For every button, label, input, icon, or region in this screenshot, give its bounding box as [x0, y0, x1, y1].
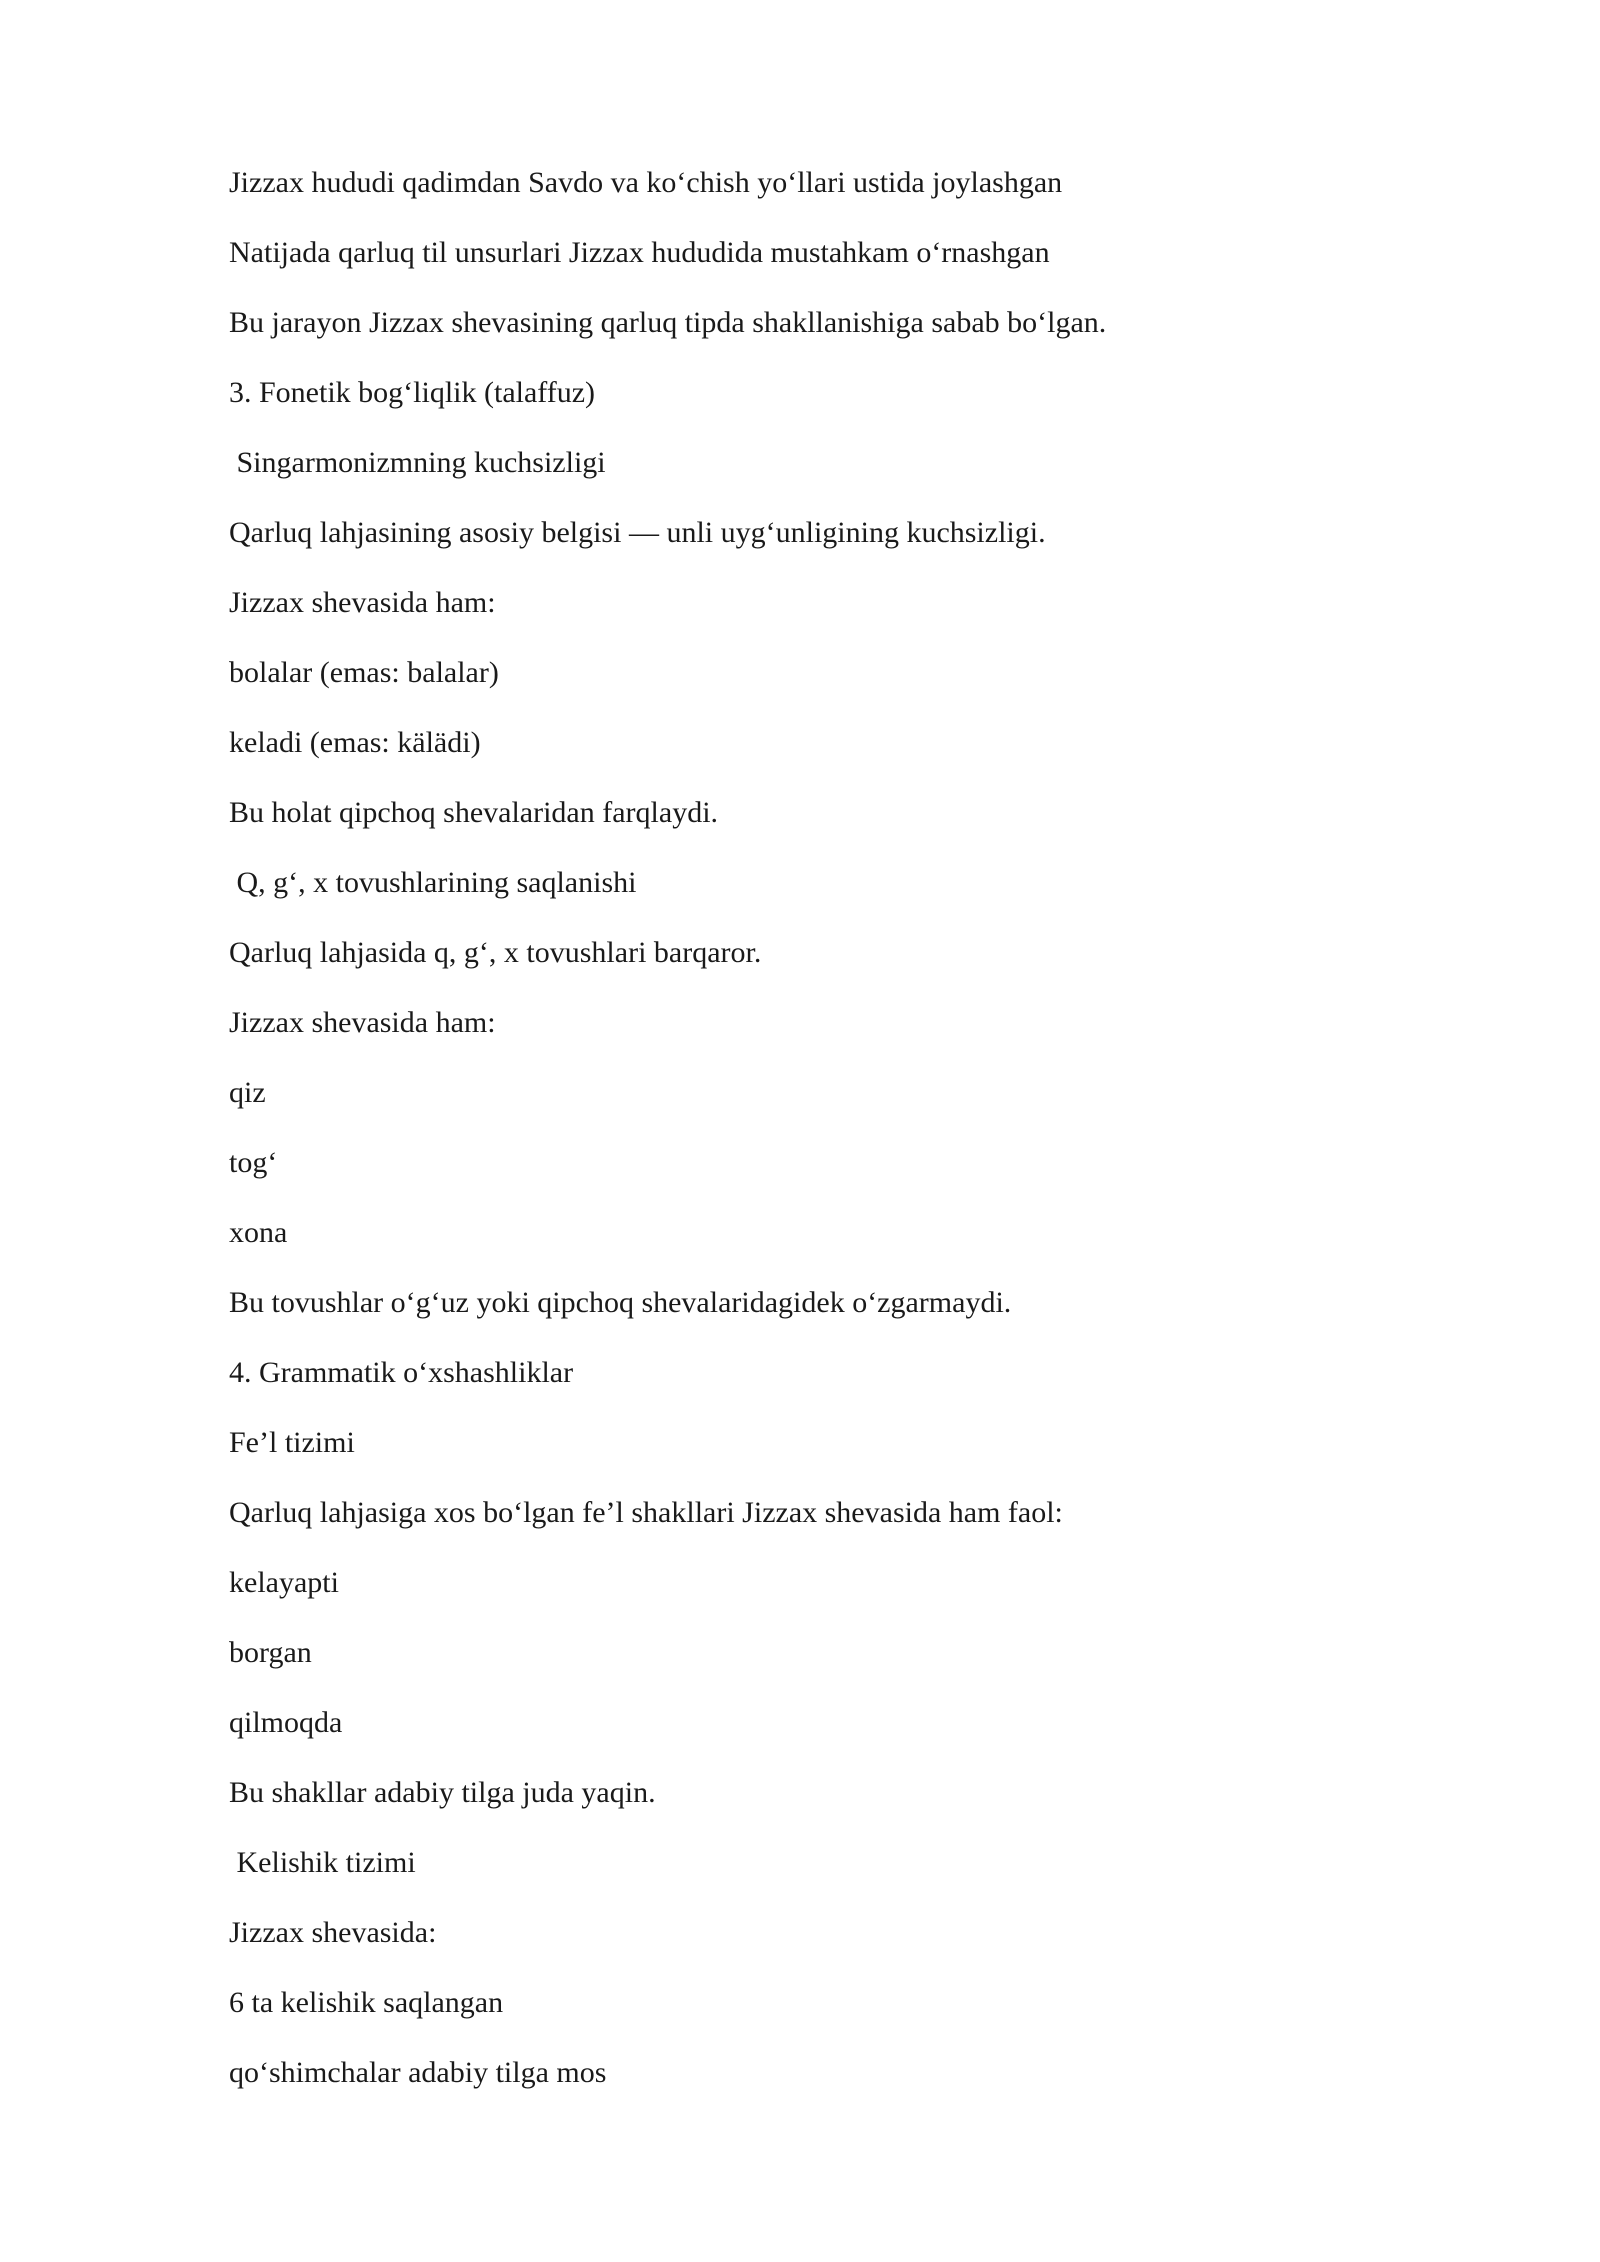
paragraph-line: Jizzax hududi qadimdan Savdo va ko‘chish yo‘llari ustida joylashgan [229, 166, 1063, 199]
example-line: borgan [229, 1636, 312, 1669]
example-line: qilmoqda [229, 1706, 343, 1739]
paragraph-line: Jizzax shevasida: [229, 1916, 437, 1949]
list-line: 6 ta kelishik saqlangan [229, 1986, 504, 2019]
subheading: Fe’l tizimi [229, 1426, 355, 1459]
list-line: qo‘shimchalar adabiy tilga mos [229, 2056, 607, 2089]
subheading: Singarmonizmning kuchsizligi [229, 446, 606, 479]
paragraph-line: Qarluq lahjasining asosiy belgisi — unli uyg‘unligining kuchsizligi. [229, 516, 1046, 549]
paragraph-line: Jizzax shevasida ham: [229, 586, 496, 619]
paragraph-line: Natijada qarluq til unsurlari Jizzax hududida mustahkam o‘rnashgan [229, 236, 1050, 269]
paragraph-line: Qarluq lahjasiga xos bo‘lgan fe’l shakllari Jizzax shevasida ham faol: [229, 1496, 1063, 1529]
section-heading: 4. Grammatik o‘xshashliklar [229, 1356, 574, 1389]
subheading: Q, g‘, x tovushlarining saqlanishi [229, 866, 637, 899]
example-line: kelayapti [229, 1566, 339, 1599]
paragraph-line: Qarluq lahjasida q, g‘, x tovushlari barqaror. [229, 936, 762, 969]
document-body [229, 148, 1389, 2108]
paragraph-line: Bu jarayon Jizzax shevasining qarluq tipda shakllanishiga sabab bo‘lgan. [229, 306, 1107, 339]
subheading: Kelishik tizimi [229, 1846, 416, 1879]
paragraph-line: Jizzax shevasida ham: [229, 1006, 496, 1039]
section-heading: 3. Fonetik bog‘liqlik (talaffuz) [229, 376, 596, 409]
paragraph-line: Bu shakllar adabiy tilga juda yaqin. [229, 1776, 656, 1809]
example-line: xona [229, 1216, 288, 1249]
example-line: tog‘ [229, 1146, 278, 1179]
example-line: bolalar (emas: balalar) [229, 656, 499, 689]
example-line: qiz [229, 1076, 266, 1109]
paragraph-line: Bu tovushlar o‘g‘uz yoki qipchoq shevalaridagidek o‘zgarmaydi. [229, 1286, 1012, 1319]
paragraph-line: Bu holat qipchoq shevalaridan farqlaydi. [229, 796, 719, 829]
example-line: keladi (emas: kälädi) [229, 726, 481, 759]
